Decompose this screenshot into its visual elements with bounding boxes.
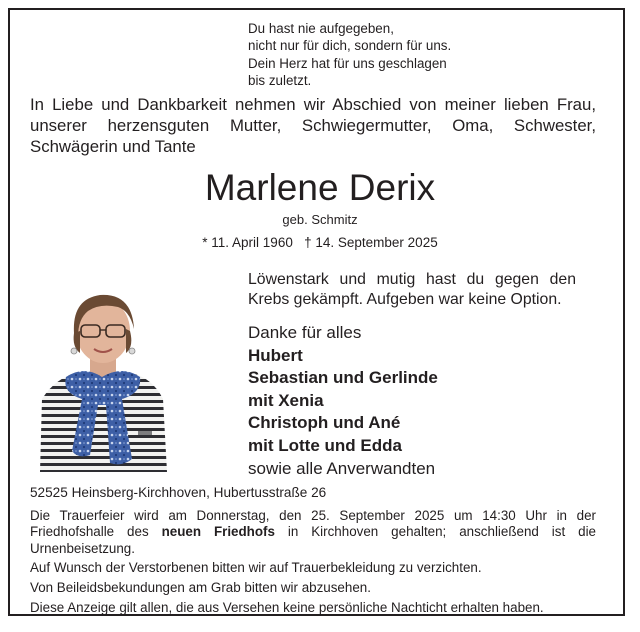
portrait-photo bbox=[38, 281, 167, 472]
mourner-name: Sebastian und Gerlinde bbox=[248, 368, 438, 388]
life-dates bbox=[0, 235, 640, 250]
poem-line: Dein Herz hat für uns geschlagen bbox=[248, 55, 447, 71]
motto-text: Löwenstark und mutig hast du gegen den Krebs gekämpft. Aufgeben war keine Option. bbox=[248, 271, 576, 308]
family-address: 52525 Heinsberg-Kirchhoven, Hubertusstraße 26 bbox=[30, 485, 327, 500]
mourner-name: Hubert bbox=[248, 345, 303, 365]
funeral-notice bbox=[30, 508, 596, 557]
funeral-text-before: Die Trauerfeier wird am Donnerstag, den 25. September 2025 um 14:30 Uhr in der Friedhofshalle des bbox=[30, 508, 596, 540]
funeral-location: neuen Friedhofs bbox=[161, 524, 275, 540]
mourner-name: mit Lotte und Edda bbox=[248, 435, 402, 455]
clothing-notice: Auf Wunsch der Verstorbenen bitten wir auf Trauerbekleidung zu verzichten. bbox=[30, 560, 482, 575]
deceased-name: Marlene Derix bbox=[204, 167, 436, 208]
mourner-name: Christoph und Ané bbox=[248, 413, 401, 433]
relatives-line: sowie alle Anverwandten bbox=[248, 458, 436, 478]
funeral-text-after: in Kirchhoven gehalten; anschließend ist die Urnenbeisetzung. bbox=[30, 524, 596, 556]
condolences-notice: Von Beileidsbekundungen am Grab bitten wir abzusehen. bbox=[30, 580, 371, 595]
general-notice: Diese Anzeige gilt allen, die aus Versehen keine persönliche Nachticht erhalten haben. bbox=[30, 600, 544, 615]
intro-text: In Liebe und Dankbarkeit nehmen wir Abschied von meiner lieben Frau, unserer herzensguten Mutter, Schwiegermutter, Oma, Schwester, Schwägerin und Tante bbox=[30, 95, 596, 156]
death-date: † 14. September 2025 bbox=[304, 235, 438, 250]
mourners-block bbox=[248, 322, 438, 480]
poem-line: Du hast nie aufgegeben, bbox=[248, 21, 394, 36]
poem-line: bis zuletzt. bbox=[248, 73, 312, 89]
poem-line: nicht nur für dich, sondern für uns. bbox=[248, 38, 452, 54]
poem bbox=[248, 20, 451, 90]
mourner-name: mit Xenia bbox=[248, 390, 324, 410]
birth-date: * 11. April 1960 bbox=[202, 235, 293, 250]
maiden-name: geb. Schmitz bbox=[282, 212, 358, 227]
thanks-intro: Danke für alles bbox=[248, 323, 362, 342]
